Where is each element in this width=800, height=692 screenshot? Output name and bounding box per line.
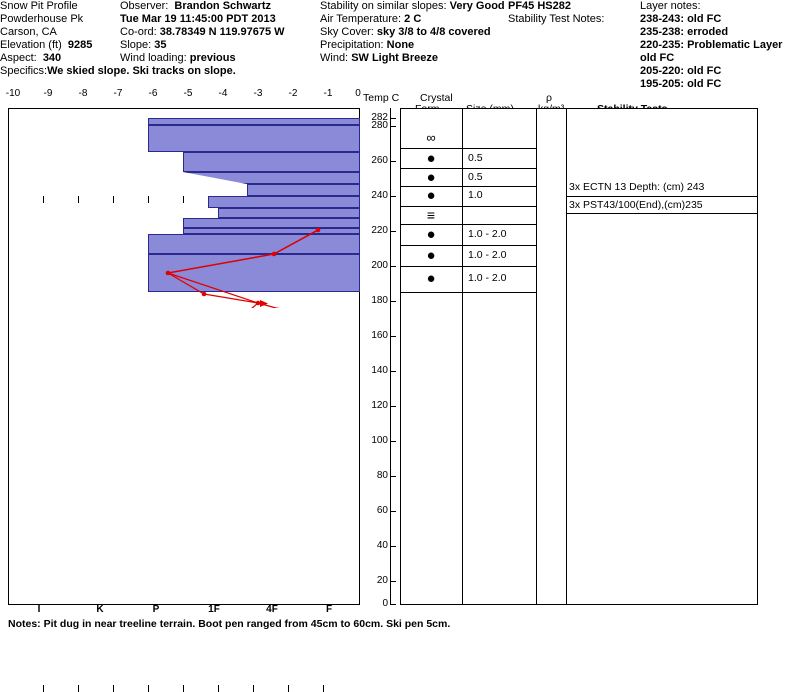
layer-divider: [401, 266, 536, 267]
header-row: [320, 0, 525, 13]
wind-loading-label: Wind loading:: [120, 52, 187, 64]
header-row: [120, 26, 320, 39]
rounded-grain-icon: ●: [426, 187, 436, 204]
grain-size-value: 1.0: [468, 189, 483, 201]
stability-divider: [566, 196, 758, 197]
header-column-conditions: [320, 0, 525, 65]
header-block: [0, 0, 790, 88]
stability-similar-label: Stability on similar slopes:: [320, 0, 447, 12]
aspect-value: 340: [42, 52, 62, 64]
header-row: [640, 78, 790, 91]
depth-tick: 260: [371, 155, 388, 166]
header-column-layer-notes: [640, 0, 790, 91]
slope-label: Slope:: [120, 39, 152, 51]
elevation-label: Elevation (ft): [0, 39, 62, 51]
sky-cover-value: sky 3/8 to 4/8 covered: [376, 26, 491, 38]
header-row: [640, 13, 790, 26]
hardness-label: K: [96, 604, 104, 615]
depth-tick: 200: [371, 260, 388, 271]
hardness-label: F: [325, 604, 333, 615]
depth-tick: 180: [371, 295, 388, 306]
observer-value: Brandon Schwartz: [174, 0, 271, 12]
header-row: [508, 0, 638, 13]
depth-tick: 60: [376, 505, 388, 516]
grain-size-value: 1.0 - 2.0: [468, 249, 507, 261]
depth-tick: 20: [376, 575, 388, 586]
temp-tick: -5: [183, 88, 193, 99]
wind-value: SW Light Breeze: [351, 52, 438, 64]
grain-size-value: 1.0 - 2.0: [468, 272, 507, 284]
wind-loading-value: previous: [189, 52, 236, 64]
layer-note: 238-243: old FC: [640, 13, 722, 25]
profile-title: Snow Pit Profile: [0, 0, 78, 12]
header-row: [120, 52, 320, 65]
notes-text: Notes: Pit dug in near treeline terrain. Boot pen ranged from 45cm to 60cm. Ski pen 5cm.: [8, 618, 451, 630]
column-header-crystal: Crystal: [420, 92, 453, 104]
site-name: Powderhouse Pk: [0, 13, 84, 25]
facet-grain-icon: ●: [426, 270, 436, 287]
header-row: [120, 13, 320, 26]
depth-tick: 0: [382, 598, 388, 609]
header-row: [640, 52, 790, 65]
temp-tick: -10: [5, 88, 21, 99]
stability-similar-value: Very Good: [449, 0, 505, 12]
site-location: Carson, CA: [0, 26, 57, 38]
header-row: [0, 0, 120, 13]
grain-size-value: 0.5: [468, 152, 483, 164]
header-row: [0, 65, 320, 78]
layer-note: 235-238: erroded: [640, 26, 729, 38]
specifics-label: Specifics:: [0, 65, 48, 77]
temp-tick: -8: [78, 88, 88, 99]
depth-tick: 282: [371, 112, 388, 123]
depth-tick: 140: [371, 365, 388, 376]
header-row: [640, 26, 790, 39]
header-row: [0, 39, 120, 52]
header-row: [320, 13, 525, 26]
aspect-label: Aspect:: [0, 52, 37, 64]
grain-size-value: 0.5: [468, 171, 483, 183]
rounded-grain-icon: ●: [426, 169, 436, 186]
header-column-tests: [508, 0, 638, 26]
temp-tick: -7: [113, 88, 123, 99]
stability-test-entry: 3x PST43/100(End),(cm)235: [569, 199, 703, 211]
column-header-temp: Temp C: [363, 92, 400, 104]
rounded-grain-icon: ●: [426, 150, 436, 167]
header-row: [640, 39, 790, 52]
air-temp-label: Air Temperature:: [320, 13, 402, 25]
stability-test-notes-label: Stability Test Notes:: [508, 13, 605, 25]
layer-note: old FC: [640, 52, 675, 64]
observation-datetime: Tue Mar 19 11:45:00 PDT 2013: [120, 13, 276, 25]
sky-cover-label: Sky Cover:: [320, 26, 374, 38]
depth-tick: 220: [371, 225, 388, 236]
layer-note: 205-220: old FC: [640, 65, 722, 77]
temp-tick: -3: [253, 88, 263, 99]
temp-tick: -1: [323, 88, 333, 99]
air-temp-value: 2 C: [404, 13, 422, 25]
layer-divider: [401, 292, 536, 293]
header-row: [120, 39, 320, 52]
observer-label: Observer:: [120, 0, 169, 12]
depth-tick: 40: [376, 540, 388, 551]
temp-tick: -2: [288, 88, 298, 99]
header-row: [0, 26, 120, 39]
layer-note: 220-235: Problematic Layer: [640, 39, 783, 51]
facet-grain-icon: ●: [426, 226, 436, 243]
temp-tick: -4: [218, 88, 228, 99]
header-row: [320, 52, 525, 65]
coord-label: Co-ord:: [120, 26, 157, 38]
depth-tick: 160: [371, 330, 388, 341]
hardness-label: I: [37, 604, 41, 615]
precip-label: Precipitation:: [320, 39, 384, 51]
header-column-observer: [120, 0, 320, 65]
header-row: [0, 52, 120, 65]
temp-tick: -6: [148, 88, 158, 99]
temp-tick: 0: [355, 88, 361, 99]
header-row: [120, 0, 320, 13]
facet-grain-icon: ●: [426, 247, 436, 264]
grain-size-value: 1.0 - 2.0: [468, 228, 507, 240]
depth-tick: 280: [371, 120, 388, 131]
hardness-label: 4F: [266, 604, 278, 615]
header-row: [0, 13, 120, 26]
stability-test-entry: 3x ECTN 13 Depth: (cm) 243: [569, 181, 705, 193]
depth-axis: [362, 108, 398, 609]
density-column: [536, 108, 566, 605]
layer-divider: [401, 245, 536, 246]
layer-divider: [401, 148, 536, 149]
crust-icon: ≡: [426, 207, 436, 223]
layer-divider: [401, 224, 536, 225]
hardness-label: 1F: [208, 604, 220, 615]
stability-divider: [566, 213, 758, 214]
precip-value: None: [386, 39, 415, 51]
precip-particles-icon: ∞: [426, 130, 436, 145]
depth-tick: 240: [371, 190, 388, 201]
header-row: [640, 65, 790, 78]
header-row: [508, 13, 638, 26]
pf-hs-value: PF45 HS282: [508, 0, 571, 12]
wind-label: Wind:: [320, 52, 349, 64]
depth-tick: 120: [371, 400, 388, 411]
depth-tick: 100: [371, 435, 388, 446]
column-header-rho: ρ: [546, 92, 552, 104]
specifics-value: We skied slope. Ski tracks on slope.: [47, 65, 236, 77]
elevation-value: 9285: [67, 39, 93, 51]
header-row: [320, 39, 525, 52]
depth-tick: 80: [376, 470, 388, 481]
layer-note: 195-205: old FC: [640, 78, 722, 90]
slope-value: 35: [154, 39, 167, 51]
coord-value: 38.78349 N 119.97675 W: [159, 26, 285, 38]
header-row: [640, 0, 790, 13]
layer-notes-title: Layer notes:: [640, 0, 701, 12]
header-row: [320, 26, 525, 39]
temp-axis-top: [5, 88, 361, 106]
hardness-label: P: [152, 604, 160, 615]
temperature-profile-line: [8, 108, 360, 308]
temp-tick: -9: [43, 88, 53, 99]
